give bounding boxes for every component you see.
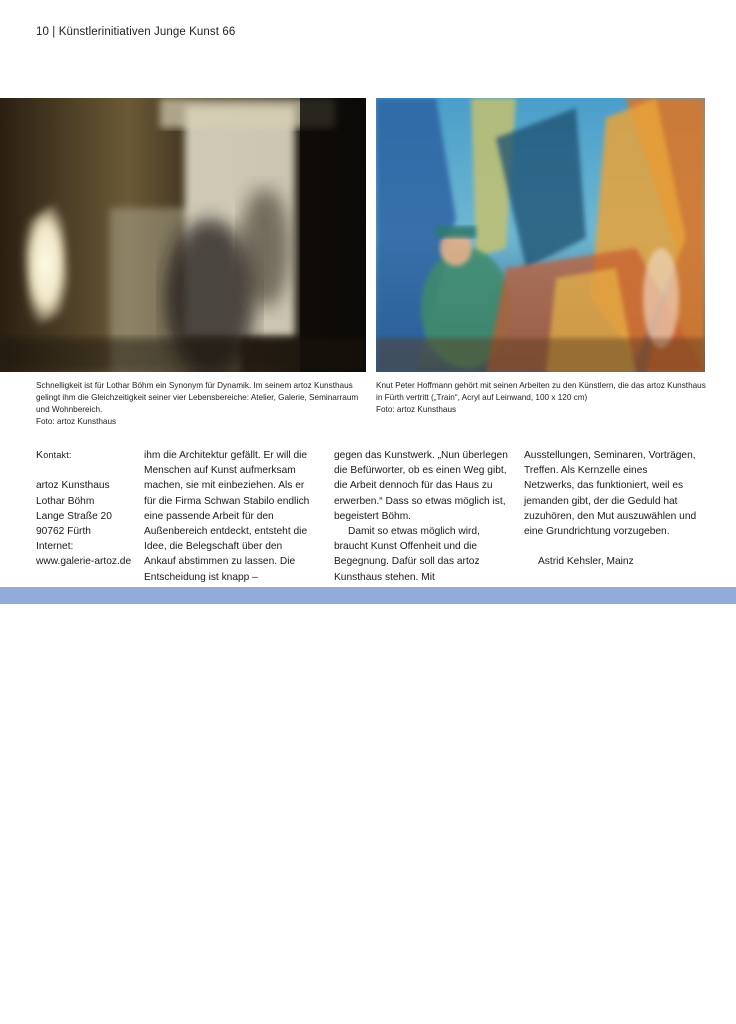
article-paragraph: Ausstellungen, Seminaren, Vorträgen, Treffen. Als Kernzelle eines Netzwerks, das funktioniert, weil es jemanden gibt, der die Geduld hat zuzuhören, den Mut auszuwählen und eine Grundrichtung vorzugeben. [524,450,697,538]
article-column-3 [524,448,700,570]
footer-color-band [0,587,736,604]
header-issue: Junge Kunst 66 [154,26,236,38]
painting-colorful-scene [376,98,705,372]
caption-right-text: Knut Peter Hoffmann gehört mit seinen Arbeiten zu den Künstlern, die das artoz Kunsthaus in Fürth vertritt („Train“, Acryl auf Leinwand, 100 x 120 cm) [376,381,706,402]
caption-right-credit: Foto: artoz Kunsthaus [376,405,457,414]
contact-line: Internet: [36,541,74,553]
contact-line: 90762 Fürth [36,526,91,537]
photo-lothar-boehm [0,98,366,372]
caption-left [36,380,366,428]
caption-left-credit: Foto: artoz Kunsthaus [36,417,117,426]
header-separator: | [52,26,56,38]
article-paragraph: Damit so etwas möglich wird, braucht Kunst Offenheit und die Begegnung. Dafür soll das artoz Kunsthaus stehen. Mit [334,526,480,583]
contact-line: Lange Straße 20 [36,510,112,522]
author-signature: Astrid Kehsler, Mainz [538,556,634,568]
article-paragraph: ihm die Architektur gefällt. Er will die Menschen auf Kunst aufmerksam machen, sie mit einbeziehen. Als er für die Firma Schwan Stabilo endlich eine passende Arbeit für den Außenbereich entdeckt, entsteht die Idee, die Belegschaft über den Ankauf abstimmen zu lassen. Die Entscheidung ist knapp – [144,450,310,583]
contact-line: Lothar Böhm [36,495,95,507]
article-column-2 [334,448,516,585]
contact-box [36,448,140,570]
contact-heading: Kontakt: [36,449,72,461]
contact-line: artoz Kunsthaus [36,480,110,492]
page-number: 10 [36,26,49,38]
caption-right [376,380,706,416]
article-column-1 [144,448,312,585]
contact-website-link[interactable]: www.galerie-artoz.de [36,556,132,568]
photo-blurred-interior [0,98,366,372]
painting-train [376,98,705,372]
header-section: Künstlerinitiativen [58,26,151,38]
caption-left-text: Schnelligkeit ist für Lothar Böhm ein Synonym für Dynamik. Im seinem artoz Kunsthaus gelingt ihm die Gleichzeitigkeit seiner vier Lebensbereiche: Atelier, Galerie, Seminarraum und Wohnbereich. [36,381,359,414]
running-header [36,26,235,38]
article-paragraph: gegen das Kunstwerk. „Nun überlegen die Befürworter, ob es einen Weg gibt, die Arbeit dennoch für das Haus zu erwerben.“ Dass so etwas möglich ist, begeistert Böhm. [334,450,508,522]
